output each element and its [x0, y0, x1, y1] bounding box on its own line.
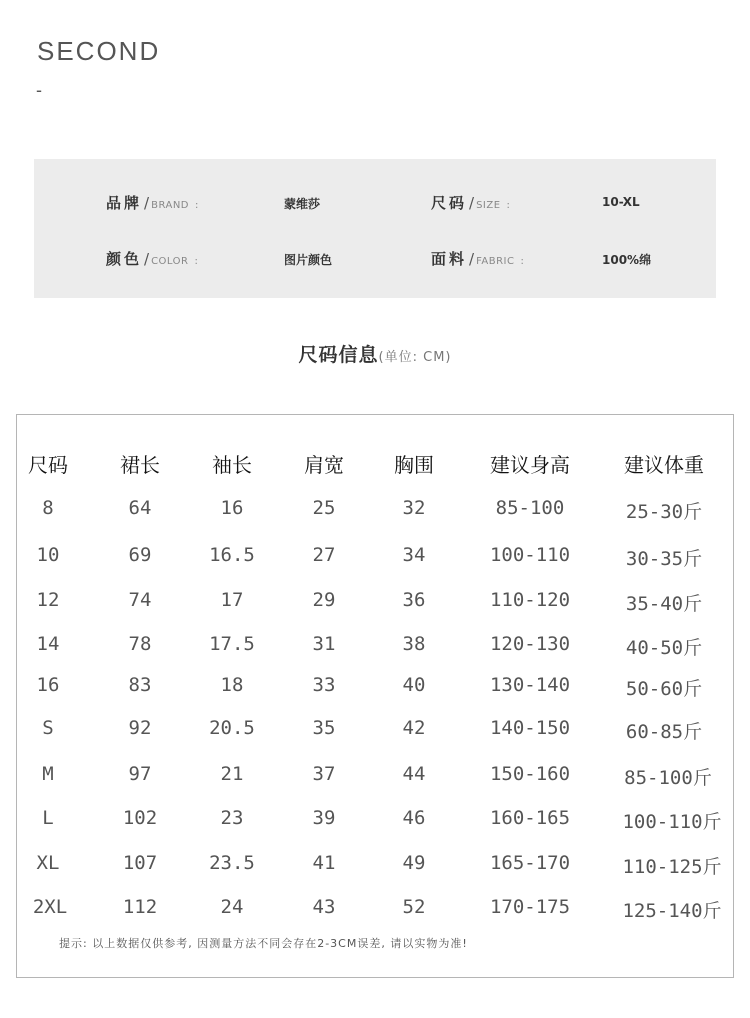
table-cell: 37: [312, 763, 336, 785]
color-value: 图片颜色: [284, 253, 333, 267]
table-cell: 25-30斤: [625, 501, 703, 523]
table-cell: 25: [312, 497, 336, 519]
table-cell: 74: [128, 589, 152, 611]
brand-en-label: BRAND: [151, 200, 190, 211]
table-cell: 33: [312, 674, 336, 696]
table-cell: L: [42, 807, 54, 829]
table-cell: 16.5: [209, 544, 255, 566]
table-cell: 42: [402, 717, 426, 739]
table-cell: 36: [402, 589, 426, 611]
table-cell: 110-120: [489, 589, 571, 611]
table-cell: 17.5: [209, 633, 255, 655]
table-cell: 41: [312, 852, 336, 874]
table-cell: 49: [402, 852, 426, 874]
table-cell: 160-165: [489, 807, 571, 829]
table-cell: 60-85斤: [625, 721, 703, 743]
color-colon: :: [194, 256, 198, 267]
fabric-colon: :: [520, 256, 524, 267]
table-cell: 40-50斤: [625, 637, 703, 659]
table-cell: 38: [402, 633, 426, 655]
table-cell: 44: [402, 763, 426, 785]
size-label-group: [431, 192, 510, 213]
table-cell: 17: [220, 589, 244, 611]
fabric-label: 面料: [431, 250, 468, 268]
table-cell: 23.5: [209, 852, 255, 874]
table-cell: 107: [122, 852, 158, 874]
table-cell: 29: [312, 589, 336, 611]
table-cell: M: [42, 763, 54, 785]
color-label: 颜色: [106, 250, 143, 268]
product-info-panel: [34, 159, 716, 298]
table-cell: 102: [122, 807, 158, 829]
table-header-cell: 建议体重: [624, 453, 704, 477]
table-header-cell: 肩宽: [304, 453, 344, 477]
color-slash: /: [144, 250, 150, 268]
table-cell: 16: [220, 497, 244, 519]
table-cell: 125-140斤: [622, 900, 722, 922]
brand-label: 品牌: [106, 194, 143, 212]
table-cell: 34: [402, 544, 426, 566]
table-cell: 69: [128, 544, 152, 566]
size-label: 尺码: [431, 194, 468, 212]
table-cell: 85-100斤: [624, 767, 712, 789]
table-header-cell: 尺码: [28, 453, 68, 477]
table-cell: 140-150: [489, 717, 571, 739]
table-cell: S: [42, 717, 54, 739]
table-cell: 130-140: [489, 674, 571, 696]
table-cell: 100-110: [489, 544, 571, 566]
table-cell: 46: [402, 807, 426, 829]
title-dash: -: [36, 80, 42, 100]
table-cell: 16: [36, 674, 60, 696]
table-cell: 39: [312, 807, 336, 829]
size-slash: /: [469, 194, 475, 212]
table-cell: 10: [36, 544, 60, 566]
table-cell: 120-130: [489, 633, 571, 655]
table-cell: 40: [402, 674, 426, 696]
brand-label-group: [106, 192, 198, 213]
fabric-en-label: FABRIC: [476, 256, 515, 267]
table-cell: 18: [220, 674, 244, 696]
table-cell: 165-170: [489, 852, 571, 874]
fabric-value: 100%绵: [602, 253, 652, 267]
table-cell: 85-100: [495, 497, 565, 519]
size-info-title: 尺码信息: [298, 344, 379, 366]
color-en-label: COLOR: [151, 256, 189, 267]
measurement-note: 提示: 以上数据仅供参考, 因测量方法不同会存在2-3CM误差, 请以实物为准!: [59, 937, 468, 950]
table-header-cell: 裙长: [120, 453, 160, 477]
table-cell: 24: [220, 896, 244, 918]
brand-colon: :: [195, 200, 199, 211]
table-cell: 12: [36, 589, 60, 611]
table-cell: 8: [42, 497, 54, 519]
fabric-slash: /: [469, 250, 475, 268]
table-header-cell: 胸围: [394, 453, 434, 477]
table-cell: 31: [312, 633, 336, 655]
table-header-cell: 袖长: [212, 453, 252, 477]
brand-title: SECOND: [37, 36, 161, 66]
table-cell: 21: [220, 763, 244, 785]
size-value: 10-XL: [602, 195, 640, 209]
table-cell: XL: [36, 852, 60, 874]
size-info-unit: (单位: CM): [378, 350, 452, 365]
table-cell: 20.5: [209, 717, 255, 739]
fabric-label-group: [431, 248, 524, 269]
table-cell: 100-110斤: [622, 811, 722, 833]
table-cell: 14: [36, 633, 60, 655]
size-info-heading: [0, 340, 750, 367]
table-cell: 64: [128, 497, 152, 519]
table-cell: 2XL: [32, 896, 68, 918]
table-cell: 110-125斤: [622, 856, 722, 878]
table-cell: 50-60斤: [625, 678, 703, 700]
table-cell: 83: [128, 674, 152, 696]
table-cell: 150-160: [489, 763, 571, 785]
table-cell: 52: [402, 896, 426, 918]
table-cell: 112: [122, 896, 158, 918]
color-label-group: [106, 248, 198, 269]
size-colon: :: [506, 200, 510, 211]
table-cell: 23: [220, 807, 244, 829]
table-header-cell: 建议身高: [490, 453, 570, 477]
table-cell: 92: [128, 717, 152, 739]
table-cell: 27: [312, 544, 336, 566]
table-cell: 30-35斤: [625, 548, 703, 570]
table-cell: 35: [312, 717, 336, 739]
table-cell: 43: [312, 896, 336, 918]
table-cell: 170-175: [489, 896, 571, 918]
size-en-label: SIZE: [476, 200, 501, 211]
table-cell: 78: [128, 633, 152, 655]
table-cell: 32: [402, 497, 426, 519]
brand-value: 蒙维莎: [284, 197, 321, 211]
table-cell: 97: [128, 763, 152, 785]
brand-slash: /: [144, 194, 150, 212]
table-cell: 35-40斤: [625, 593, 703, 615]
